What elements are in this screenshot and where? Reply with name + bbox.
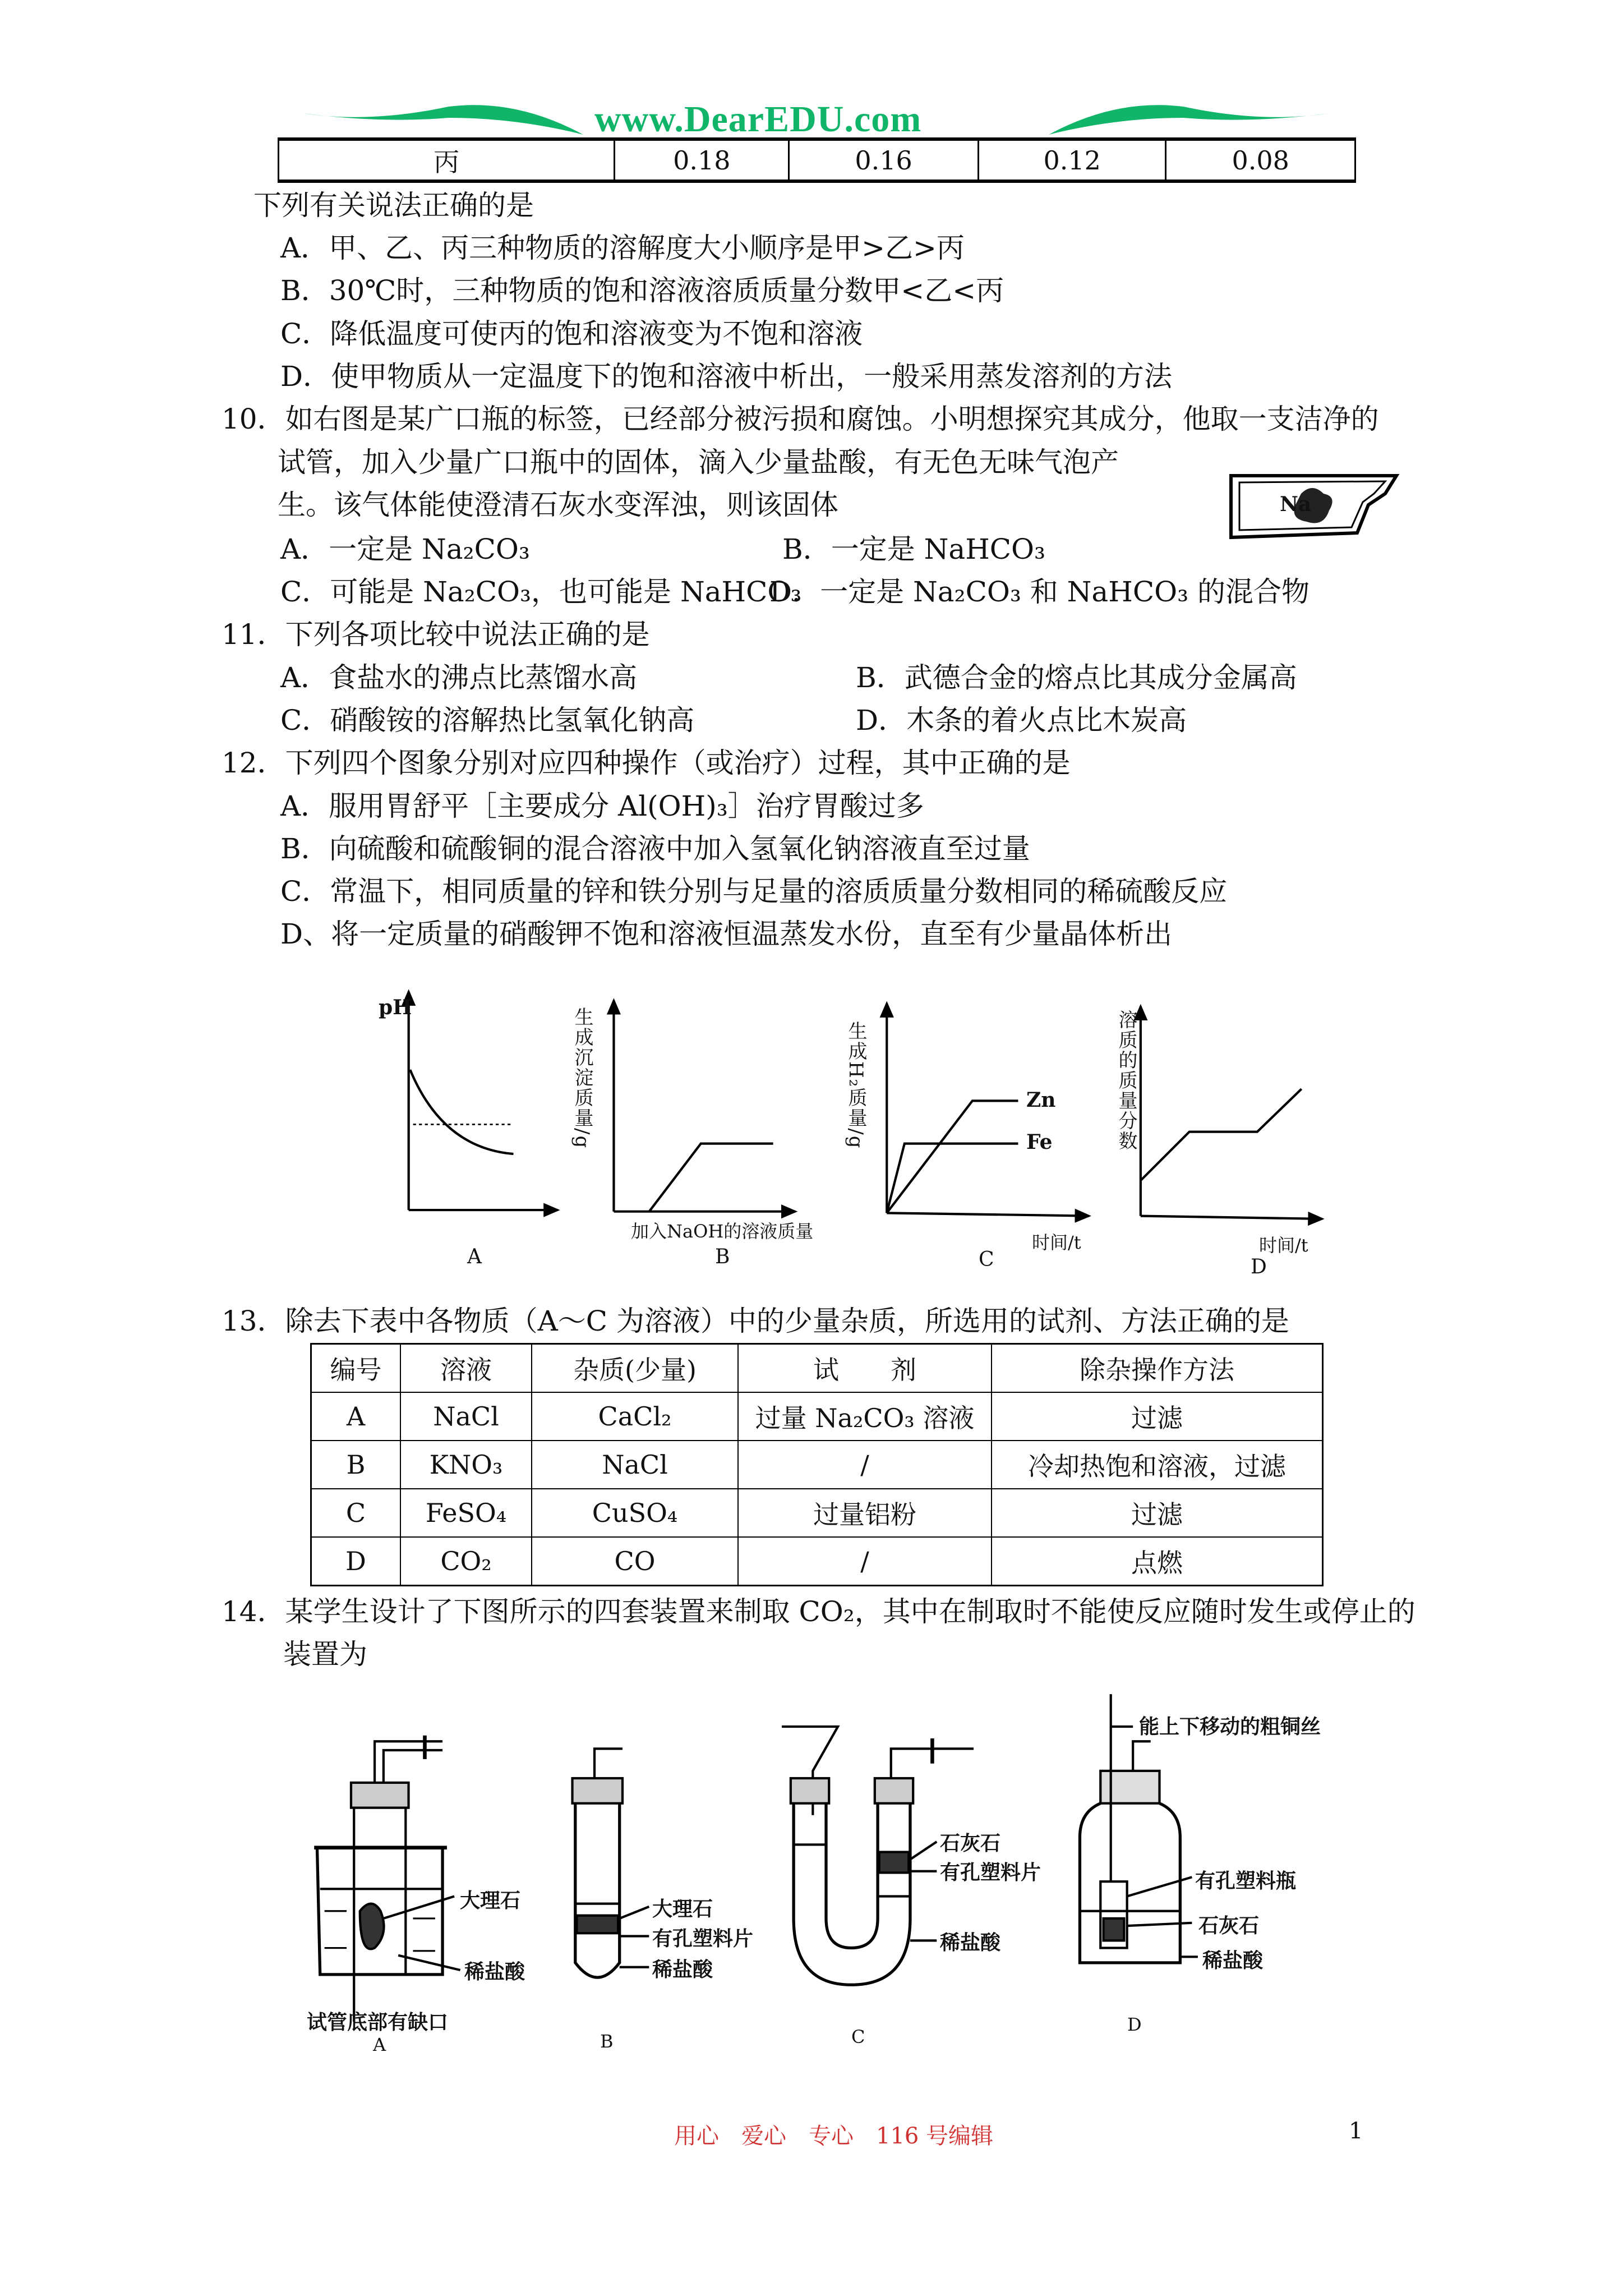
table-cell: C — [311, 1489, 401, 1537]
table-header-row — [311, 1344, 1323, 1393]
apparatus-a-acid-label: 稀盐酸 — [464, 1961, 525, 1984]
q12-option-a: A．服用胃舒平［主要成分 Al(OH)₃］治疗胃酸过多 — [280, 790, 924, 822]
table-row — [311, 1537, 1323, 1586]
apparatus-c-acid-label: 稀盐酸 — [940, 1931, 1001, 1954]
q10-stem-line1: 10．如右图是某广口瓶的标签，已经部分被污损和腐蚀。小明想探究其成分，他取一支洁净的 — [222, 403, 1379, 435]
table-cell: 冷却热饱和溶液，过滤 — [992, 1441, 1323, 1489]
column-header: 试 剂 — [738, 1344, 992, 1393]
q10-option-b: B．一定是 NaHCO₃ — [782, 533, 1046, 565]
solubility-table-row — [278, 137, 1356, 183]
graph-d-caption: D — [1251, 1255, 1267, 1278]
q11-option-b: B．武德合金的熔点比其成分金属高 — [856, 661, 1297, 694]
label-text: Na — [1280, 493, 1312, 516]
graph-c-x-axis — [887, 1213, 1089, 1216]
column-header: 除杂操作方法 — [992, 1344, 1323, 1393]
table-cell: A — [311, 1392, 401, 1441]
graph-d-x-axis — [1141, 1216, 1322, 1219]
graph-d-xlabel: 时间/t — [1259, 1235, 1308, 1256]
table-cell: 过滤 — [992, 1489, 1323, 1537]
graph-b-xlabel: 加入NaOH的溶液质量 — [631, 1221, 814, 1242]
apparatus-a-note-label: 试管底部有缺口 — [307, 2011, 449, 2034]
q11-option-d: D．木条的着火点比木炭高 — [856, 704, 1187, 737]
apparatus-d-acid-label: 稀盐酸 — [1202, 1949, 1264, 1972]
column-header: 溶液 — [400, 1344, 532, 1393]
apparatus-b — [573, 1749, 649, 1977]
graph-b — [614, 1000, 795, 1211]
table-cell: NaCl — [400, 1392, 532, 1441]
apparatus-d-bottle-label: 有孔塑料瓶 — [1195, 1870, 1297, 1893]
table-cell: CuSO₄ — [532, 1489, 738, 1537]
graph-c-ylabel: 生成H₂质量/g — [845, 1021, 867, 1149]
apparatus-b-plate-label: 有孔塑料片 — [652, 1927, 754, 1950]
table-cell: D — [311, 1537, 401, 1586]
damaged-bottle-label — [1228, 471, 1402, 544]
apparatus-a-marble-label: 大理石 — [460, 1889, 521, 1912]
graph-b-precipitate-line — [649, 1144, 773, 1212]
apparatus-c-limestone-label: 石灰石 — [940, 1832, 1001, 1855]
apparatus-d-caption: D — [1127, 2014, 1142, 2035]
graph-b-caption: B — [715, 1245, 730, 1268]
q11-option-a: A．食盐水的沸点比蒸馏水高 — [280, 661, 638, 694]
graph-d-ylabel: 溶质的质量分数 — [1115, 1010, 1137, 1151]
graph-c-fe-line — [887, 1144, 1018, 1213]
q12-option-d: D、将一定质量的硝酸钾不饱和溶液恒温蒸发水份，直至有少量晶体析出 — [280, 918, 1173, 950]
q9-stem: 下列有关说法正确的是 — [253, 189, 534, 222]
table-cell: B — [311, 1441, 401, 1489]
q9-option-a: A．甲、乙、丙三种物质的溶解度大小顺序是甲>乙>丙 — [280, 232, 965, 264]
q13-stem: 13．除去下表中各物质（A～C 为溶液）中的少量杂质，所选用的试剂、方法正确的是 — [222, 1305, 1289, 1337]
apparatus-a — [314, 1736, 460, 2022]
graph-a-ylabel: pH — [379, 996, 412, 1019]
q14-stem-line1: 14．某学生设计了下图所示的四套装置来制取 CO₂，其中在制取时不能使反应随时发生或停止的 — [222, 1595, 1415, 1628]
apparatus-b-acid-label: 稀盐酸 — [652, 1958, 713, 1981]
graph-c-zn-label: Zn — [1026, 1088, 1056, 1112]
q11-stem: 11．下列各项比较中说法正确的是 — [222, 618, 650, 651]
q9-option-c: C．降低温度可使丙的饱和溶液变为不饱和溶液 — [280, 318, 863, 350]
table-cell: CO — [532, 1537, 738, 1586]
q12-option-c: C．常温下，相同质量的锌和铁分别与足量的溶质质量分数相同的稀硫酸反应 — [280, 875, 1228, 908]
graph-d-fraction-line — [1141, 1089, 1302, 1180]
table-cell: NaCl — [532, 1441, 738, 1489]
q10-option-a: A．一定是 Na₂CO₃ — [280, 533, 530, 565]
apparatus-b-marble-label: 大理石 — [652, 1898, 713, 1921]
table-cell: KNO₃ — [400, 1441, 532, 1489]
column-header: 杂质(少量) — [532, 1344, 738, 1393]
graph-a — [409, 992, 558, 1210]
graph-c-caption: C — [979, 1248, 994, 1271]
site-logo: www.DearEDU.com — [594, 99, 922, 140]
q10-option-c: C．可能是 Na₂CO₃，也可能是 NaHCO₃ — [280, 576, 802, 608]
graph-c-zn-line — [887, 1101, 1018, 1213]
table-cell: FeSO₄ — [400, 1489, 532, 1537]
table-cell: CO₂ — [400, 1537, 532, 1586]
label-image-icon — [1228, 471, 1402, 544]
table-cell: 丙 — [279, 139, 615, 181]
apparatus-d-wire-label: 能上下移动的粗铜丝 — [1139, 1715, 1321, 1738]
apparatus-d-limestone-label: 石灰石 — [1198, 1915, 1260, 1938]
table-row — [311, 1392, 1323, 1441]
graph-b-ylabel: 生成沉淀质量/g — [571, 1007, 593, 1149]
graph-c — [887, 1004, 1089, 1216]
q14-stem-line2: 装置为 — [283, 1638, 367, 1671]
apparatus-c-plate-label: 有孔塑料片 — [940, 1861, 1041, 1884]
table-cell: 过量铝粉 — [738, 1489, 992, 1537]
q12-option-b: B．向硫酸和硫酸铜的混合溶液中加入氢氧化钠溶液直至过量 — [280, 832, 1030, 865]
apparatus-c-caption: C — [851, 2026, 865, 2047]
table-cell: 0.12 — [978, 139, 1166, 181]
graph-a-caption: A — [467, 1245, 482, 1268]
table-cell: 0.08 — [1166, 139, 1355, 181]
apparatus-b-caption: B — [600, 2031, 614, 2052]
q10-stem-line2: 试管，加入少量广口瓶中的固体，滴入少量盐酸，有无色无味气泡产 — [278, 446, 1119, 478]
impurity-table — [310, 1343, 1324, 1586]
q9-option-b: B．30℃时，三种物质的饱和溶液溶质质量分数甲<乙<丙 — [280, 274, 1004, 307]
q10-option-d: D．一定是 Na₂CO₃ 和 NaHCO₃ 的混合物 — [769, 576, 1310, 608]
footer-text: 用心 爱心 专心 116 号编辑 — [674, 2123, 994, 2149]
table-cell: 过量 Na₂CO₃ 溶液 — [738, 1392, 992, 1441]
table-cell: / — [738, 1537, 992, 1586]
q11-option-c: C．硝酸铵的溶解热比氢氧化钠高 — [280, 704, 695, 737]
graph-a-ph-curve — [410, 1070, 513, 1154]
graph-c-fe-label: Fe — [1026, 1130, 1053, 1154]
graph-c-xlabel: 时间/t — [1032, 1232, 1081, 1253]
table-cell: / — [738, 1441, 992, 1489]
table-row — [311, 1441, 1323, 1489]
table-cell: 过滤 — [992, 1392, 1323, 1441]
apparatus-a-caption: A — [373, 2034, 386, 2055]
q12-stem: 12．下列四个图象分别对应四种操作（或治疗）过程，其中正确的是 — [222, 747, 1071, 779]
page-number: 1 — [1349, 2118, 1363, 2144]
q10-stem-line3: 生。该气体能使澄清石灰水变浑浊，则该固体 — [278, 489, 838, 521]
column-header: 编号 — [311, 1344, 401, 1393]
q9-option-d: D．使甲物质从一定温度下的饱和溶液中析出，一般采用蒸发溶剂的方法 — [280, 360, 1173, 393]
table-cell: 点燃 — [992, 1537, 1323, 1586]
table-cell: CaCl₂ — [532, 1392, 738, 1441]
table-cell: 0.18 — [615, 139, 789, 181]
table-row — [311, 1489, 1323, 1537]
graph-d — [1141, 1006, 1322, 1219]
table-cell: 0.16 — [789, 139, 979, 181]
